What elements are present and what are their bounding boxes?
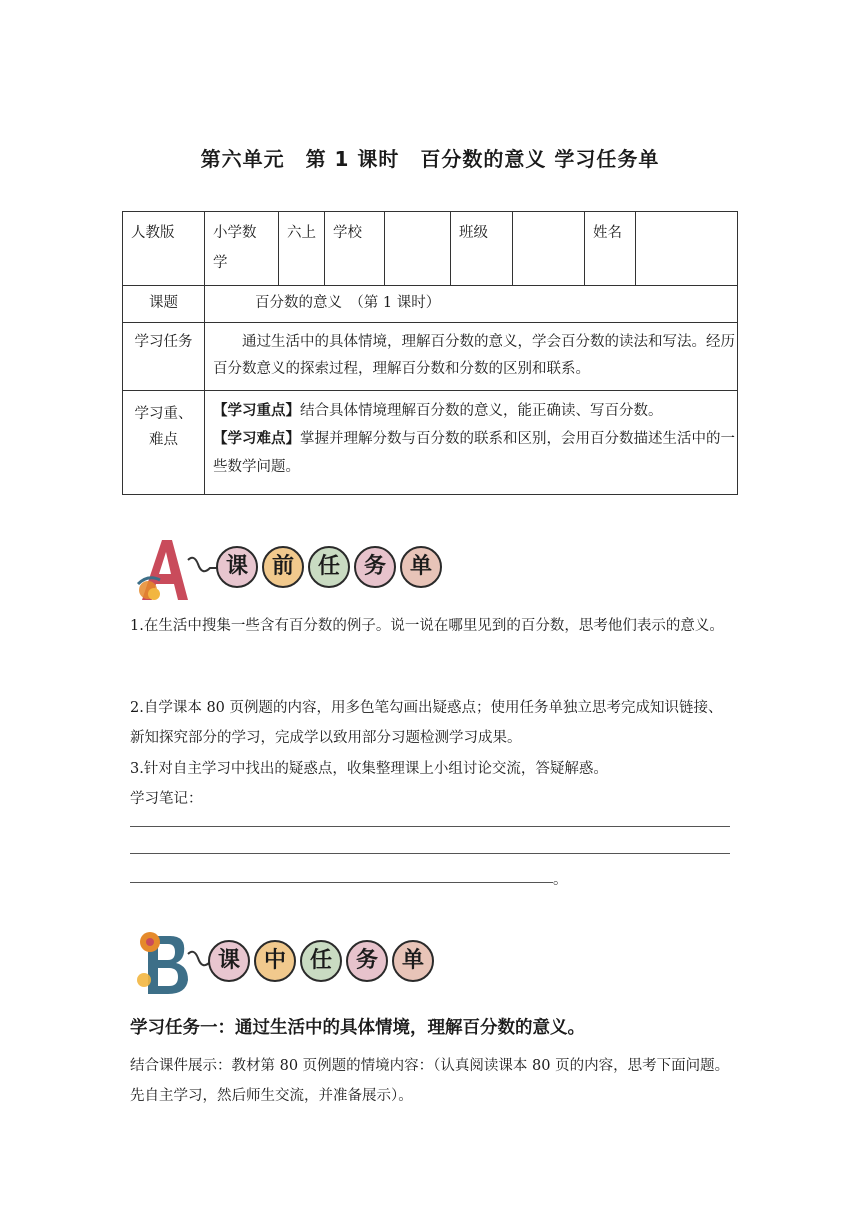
banner-b-char-2: 中	[254, 940, 296, 982]
banner-a-char-1: 课	[216, 546, 258, 588]
pre-class-item-1: 1.在生活中搜集一些含有百分数的例子。说一说在哪里见到的百分数，思考他们表示的意义。	[130, 618, 724, 634]
task-1-line-2: 先自主学习，然后师生交流，并准备展示）。	[130, 1088, 413, 1104]
difficult-tag: 【学习难点】	[213, 430, 300, 447]
topic-label: 课题	[123, 286, 205, 323]
pre-class-banner	[128, 534, 458, 604]
pre-class-item-2-line-1: 2.自学课本 80 页例题的内容，用多色笔勾画出疑惑点；使用任务单独立思考完成知识链接、	[130, 700, 723, 716]
banner-b-char-5: 单	[392, 940, 434, 982]
name-label: 姓名	[585, 212, 636, 286]
key-tag: 【学习重点】	[213, 402, 300, 419]
task-label: 学习任务	[123, 323, 205, 391]
banner-a-char-2: 前	[262, 546, 304, 588]
notes-line-2[interactable]	[130, 853, 730, 854]
banner-a-char-4: 务	[354, 546, 396, 588]
letter-a-logo	[134, 534, 194, 604]
banner-a-char-5: 单	[400, 546, 442, 588]
page-title: 第六单元 第 1 课时 百分数的意义 学习任务单	[200, 147, 660, 171]
banner-b-char-1: 课	[208, 940, 250, 982]
class-field[interactable]	[513, 212, 585, 286]
school-label: 学校	[325, 212, 385, 286]
key-text: 结合具体情境理解百分数的意义，能正确读、写百分数。	[300, 403, 663, 419]
banner-a-connector	[186, 552, 220, 582]
notes-line-3[interactable]	[130, 882, 553, 883]
keypoints-label: 学习重、难点	[123, 391, 205, 495]
school-field[interactable]	[385, 212, 451, 286]
grade-cell: 六上	[279, 212, 325, 286]
banner-b-char-3: 任	[300, 940, 342, 982]
pre-class-item-3: 3.针对自主学习中找出的疑惑点，收集整理课上小组讨论交流，答疑解惑。	[130, 761, 608, 777]
info-table	[122, 211, 738, 495]
in-class-banner	[128, 928, 438, 998]
banner-a-char-3: 任	[308, 546, 350, 588]
pre-class-item-2-line-2: 新知探究部分的学习，完成学以致用部分习题检测学习成果。	[130, 730, 522, 746]
difficult-text: 掌握并理解分数与百分数的联系和区别，会用百分数描述生活中的一些数学问题。	[213, 431, 735, 475]
keypoints-value	[205, 391, 738, 495]
topic-text: 百分数的意义 （第 1 课时）	[255, 295, 441, 311]
task-1-heading: 学习任务一：通过生活中的具体情境，理解百分数的意义。	[130, 1018, 585, 1038]
notes-line-1[interactable]	[130, 826, 730, 827]
task-value: 通过生活中的具体情境，理解百分数的意义，学会百分数的读法和写法。经历百分数意义的探索过程，理解百分数和分数的区别和联系。	[205, 323, 738, 391]
notes-end-mark: 。	[553, 872, 568, 888]
banner-b-char-4: 务	[346, 940, 388, 982]
subject-cell: 小学数学	[205, 212, 279, 286]
letter-b-logo	[134, 928, 194, 998]
class-label: 班级	[451, 212, 513, 286]
topic-value	[205, 286, 738, 323]
edition-cell: 人教版	[123, 212, 205, 286]
task-1-line-1: 结合课件展示：教材第 80 页例题的情境内容：（认真阅读课本 80 页的内容，思考下面问题。	[130, 1058, 730, 1074]
notes-label: 学习笔记：	[130, 791, 203, 807]
name-field[interactable]	[636, 212, 738, 286]
